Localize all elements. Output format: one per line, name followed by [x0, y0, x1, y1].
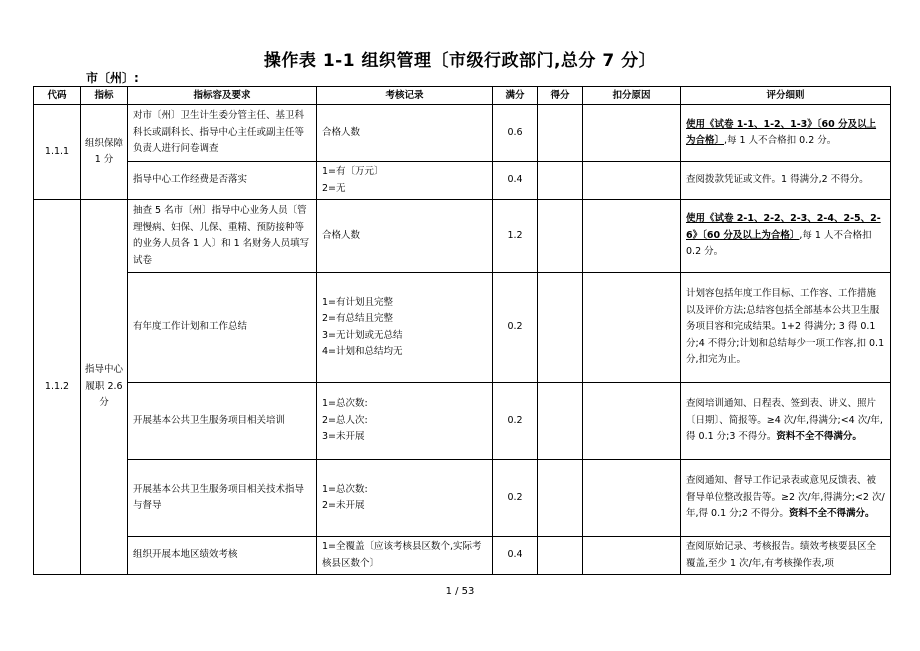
table-row	[34, 537, 891, 575]
requirement-cell: 抽查 5 名市〔州〕指导中心业务人员〔管理慢病、妇保、儿保、重精、预防接种等的业务人员各 1 人〕和 1 名财务人员填写试卷	[128, 200, 317, 273]
header-rule: 评分细则	[681, 87, 891, 105]
page-title: 操作表 1-1 组织管理〔市级行政部门,总分 7 分〕	[263, 51, 657, 71]
reason-cell[interactable]	[583, 460, 681, 537]
header-full-score: 满分	[493, 87, 538, 105]
header-indicator: 指标	[81, 87, 128, 105]
code-cell: 1.1.2	[34, 200, 81, 575]
rule-cell	[681, 460, 891, 537]
record-cell: 合格人数	[317, 200, 493, 273]
city-label: 市〔州〕:	[86, 71, 139, 85]
reason-cell[interactable]	[583, 383, 681, 460]
table-row	[34, 162, 891, 200]
record-option: 2=总人次:	[322, 414, 368, 426]
rule-cell: 查阅原始记录、考核报告。绩效考核要县区全覆盖,至少 1 次/年,有考核操作表,项	[681, 537, 891, 575]
rule-text: 查阅培训通知、日程表、签到表、讲义、照片〔日期〕、简报等。≥4 次/年,得满分;<4 次/年,得 0.1 分;3 不得分。	[686, 398, 883, 443]
score-cell[interactable]	[538, 105, 583, 162]
score-cell[interactable]	[538, 273, 583, 383]
requirement-cell: 组织开展本地区绩效考核	[128, 537, 317, 575]
rule-text: ,每 1 人不合格扣 0.2 分。	[686, 229, 872, 258]
reason-cell[interactable]	[583, 537, 681, 575]
full-score-cell: 1.2	[493, 200, 538, 273]
rule-cell	[681, 383, 891, 460]
record-option: 4=计划和总结均无	[322, 346, 403, 357]
score-cell[interactable]	[538, 537, 583, 575]
reason-cell[interactable]	[583, 273, 681, 383]
reason-cell[interactable]	[583, 105, 681, 162]
requirement-cell: 对市〔州〕卫生计生委分管主任、基卫科科长或副科长、指导中心主任或副主任等负责人进行问卷调查	[128, 105, 317, 162]
record-option: 3=无计划或无总结	[322, 329, 403, 341]
table-row	[34, 105, 891, 162]
indicator-cell: 组织保障 1 分	[81, 105, 128, 200]
header-record: 考核记录	[317, 87, 493, 105]
score-cell[interactable]	[538, 200, 583, 273]
header-requirement: 指标容及要求	[128, 87, 317, 105]
full-score-cell: 0.6	[493, 105, 538, 162]
header-row	[34, 87, 891, 105]
table-row	[34, 273, 891, 383]
table-row	[34, 460, 891, 537]
rule-emphasis: 资料不全不得满分。	[776, 431, 862, 443]
rule-emphasis: 资料不全不得满分。	[788, 508, 875, 520]
record-cell	[317, 162, 493, 200]
record-option: 1=有计划且完整	[322, 296, 394, 308]
record-option: 2=有总结且完整	[322, 313, 394, 324]
full-score-cell: 0.2	[493, 460, 538, 537]
record-option: 2=未开展	[322, 500, 365, 511]
record-option: 3=未开展	[322, 431, 365, 443]
requirement-cell: 指导中心工作经费是否落实	[128, 162, 317, 200]
requirement-cell: 开展基本公共卫生服务项目相关技术指导与督导	[128, 460, 317, 537]
reason-cell[interactable]	[583, 200, 681, 273]
record-option: 2=无	[322, 182, 346, 194]
score-cell[interactable]	[538, 162, 583, 200]
requirement-cell: 有年度工作计划和工作总结	[128, 273, 317, 383]
rule-cell: 查阅拨款凭证或文件。1 得满分,2 不得分。	[681, 162, 891, 200]
code-cell: 1.1.1	[34, 105, 81, 200]
table-row	[34, 383, 891, 460]
record-option: 1=总次数:	[322, 483, 368, 495]
indicator-cell: 指导中心履职 2.6 分	[81, 200, 128, 575]
rule-cell	[681, 105, 891, 162]
score-cell[interactable]	[538, 383, 583, 460]
record-cell	[317, 383, 493, 460]
assessment-table	[33, 86, 891, 575]
header-deduction-reason: 扣分原因	[583, 87, 681, 105]
record-cell: 合格人数	[317, 105, 493, 162]
requirement-cell: 开展基本公共卫生服务项目相关培训	[128, 383, 317, 460]
record-cell	[317, 273, 493, 383]
rule-emphasis: 使用《试卷 2-1、2-2、2-3、2-4、2-5、2-6》〔60 分及以上为合格〕	[686, 213, 881, 241]
table-row	[34, 200, 891, 273]
reason-cell[interactable]	[583, 162, 681, 200]
record-cell: 1=全覆盖〔应该考核县区数个,实际考核县区数个〕	[317, 537, 493, 575]
record-option: 1=有〔万元〕	[322, 166, 384, 177]
rule-text: ,每 1 人不合格扣 0.2 分。	[724, 135, 837, 146]
header-code: 代码	[34, 87, 81, 105]
rule-cell: 计划容包括年度工作目标、工作容、工作措施以及评价方法;总结容包括全部基本公共卫生服务项目容和完成结果。1+2 得满分; 3 得 0.1 分;4 不得分;计划和总结每少一项工作容,扣 0.1 分,扣完为止。	[681, 273, 891, 383]
header-score: 得分	[538, 87, 583, 105]
page-number: 1 / 53	[445, 586, 475, 597]
full-score-cell: 0.2	[493, 273, 538, 383]
rule-cell	[681, 200, 891, 273]
full-score-cell: 0.4	[493, 162, 538, 200]
full-score-cell: 0.4	[493, 537, 538, 575]
full-score-cell: 0.2	[493, 383, 538, 460]
rule-text: 查阅通知、督导工作记录表或意见反馈表、被督导单位整改报告等。≥2 次/年,得满分;<2 次/年,得 0.1 分;2 不得分。	[686, 475, 885, 520]
score-cell[interactable]	[538, 460, 583, 537]
rule-emphasis: 使用《试卷 1-1、1-2、1-3》〔60 分及以上为合格〕	[686, 118, 877, 146]
record-option: 1=总次数:	[322, 398, 368, 410]
record-cell	[317, 460, 493, 537]
